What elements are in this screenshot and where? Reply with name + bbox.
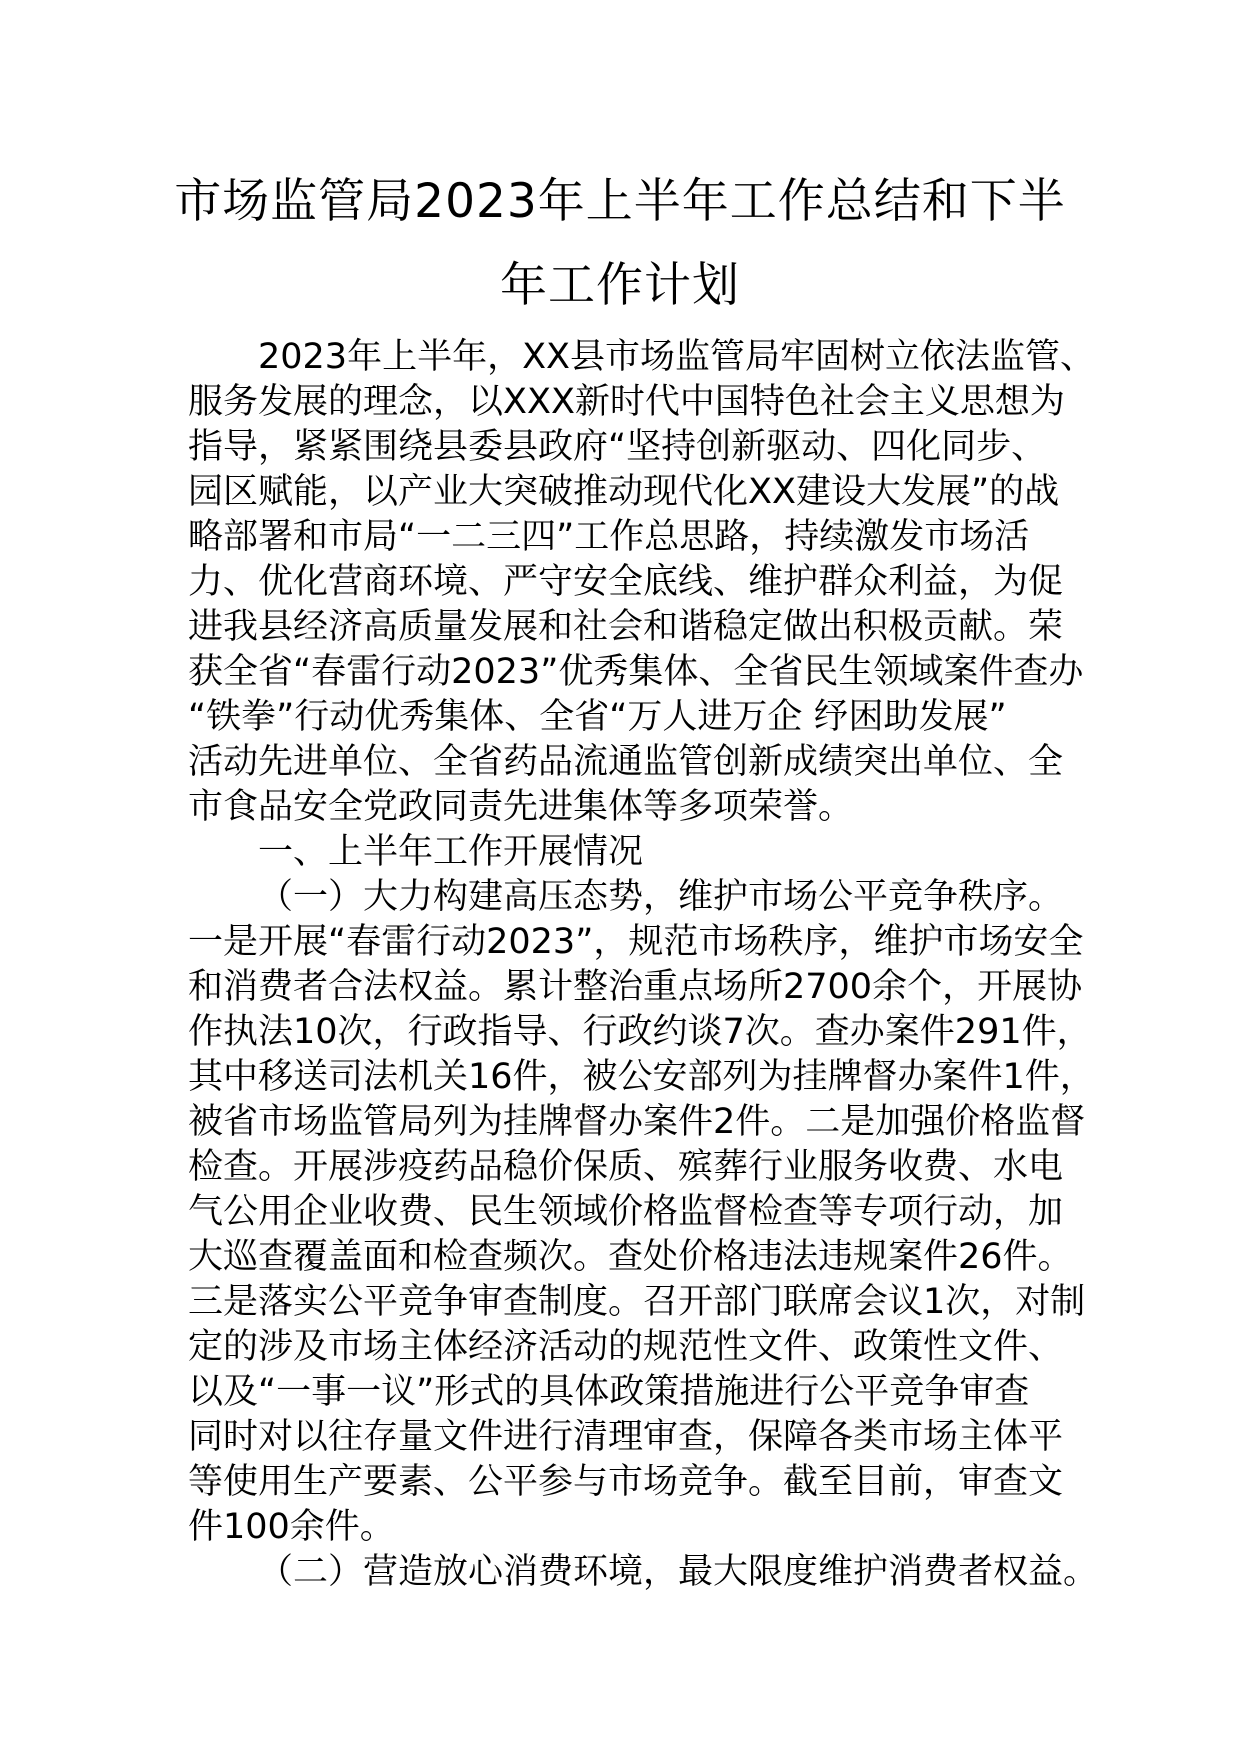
- body-line: 和消费者合法权益。累计整治重点场所2700余个，开展协: [188, 967, 1083, 1007]
- document-title-line-1: 市场监管局2023年上半年工作总结和下半: [174, 174, 1066, 229]
- body-line: 力、优化营商环境、严守安全底线、维护群众利益，为促: [188, 562, 1064, 602]
- section-heading: 一、上半年工作开展情况: [258, 832, 644, 872]
- body-line: 获全省“春雷行动2023”优秀集体、全省民生领域案件查办: [188, 652, 1084, 692]
- subsection-heading: （一）大力构建高压态势，维护市场公平竞争秩序。: [258, 877, 1064, 917]
- body-line: 其中移送司法机关16件，被公安部列为挂牌督办案件1件，: [188, 1057, 1095, 1097]
- body-line: “铁拳”行动优秀集体、全省“万人进万企 纾困助发展”: [188, 697, 1007, 737]
- body-line: 定的涉及市场主体经济活动的规范性文件、政策性文件、: [188, 1327, 1064, 1367]
- body-line: 以及“一事一议”形式的具体政策措施进行公平竞争审查: [188, 1372, 1030, 1412]
- body-line: 服务发展的理念，以XXX新时代中国特色社会主义思想为: [188, 382, 1065, 422]
- body-line: 2023年上半年，XX县市场监管局牢固树立依法监管、: [258, 337, 1096, 377]
- body-line: 检查。开展涉疫药品稳价保质、殡葬行业服务收费、水电: [188, 1147, 1064, 1187]
- body-line: 市食品安全党政同责先进集体等多项荣誉。: [188, 787, 854, 827]
- document-title-line-2: 年工作计划: [500, 258, 740, 313]
- body-line: 进我县经济高质量发展和社会和谐稳定做出积极贡献。荣: [188, 607, 1064, 647]
- body-line: 三是落实公平竞争审查制度。召开部门联席会议1次，对制: [188, 1282, 1086, 1322]
- subsection-heading: （二）营造放心消费环境，最大限度维护消费者权益。: [258, 1552, 1099, 1592]
- body-line: 等使用生产要素、公平参与市场竞争。截至目前，审查文: [188, 1462, 1064, 1502]
- body-line: 件100余件。: [188, 1507, 395, 1547]
- body-line: 气公用企业收费、民生领域价格监督检查等专项行动，加: [188, 1192, 1064, 1232]
- body-line: 指导，紧紧围绕县委县政府“坚持创新驱动、四化同步、: [188, 427, 1047, 467]
- body-line: 同时对以往存量文件进行清理审查，保障各类市场主体平: [188, 1417, 1064, 1457]
- body-line: 园区赋能，以产业大突破推动现代化XX建设大发展”的战: [188, 472, 1060, 512]
- body-line: 大巡查覆盖面和检查频次。查处价格违法违规案件26件。: [188, 1237, 1073, 1277]
- body-line: 被省市场监管局列为挂牌督办案件2件。二是加强价格监督: [188, 1102, 1086, 1142]
- body-line: 作执法10次，行政指导、行政约谈7次。查办案件291件，: [188, 1012, 1092, 1052]
- body-line: 一是开展“春雷行动2023”，规范市场秩序，维护市场安全: [188, 922, 1084, 962]
- body-line: 活动先进单位、全省药品流通监管创新成绩突出单位、全: [188, 742, 1064, 782]
- body-line: 略部署和市局“一二三四”工作总思路，持续激发市场活: [188, 517, 1030, 557]
